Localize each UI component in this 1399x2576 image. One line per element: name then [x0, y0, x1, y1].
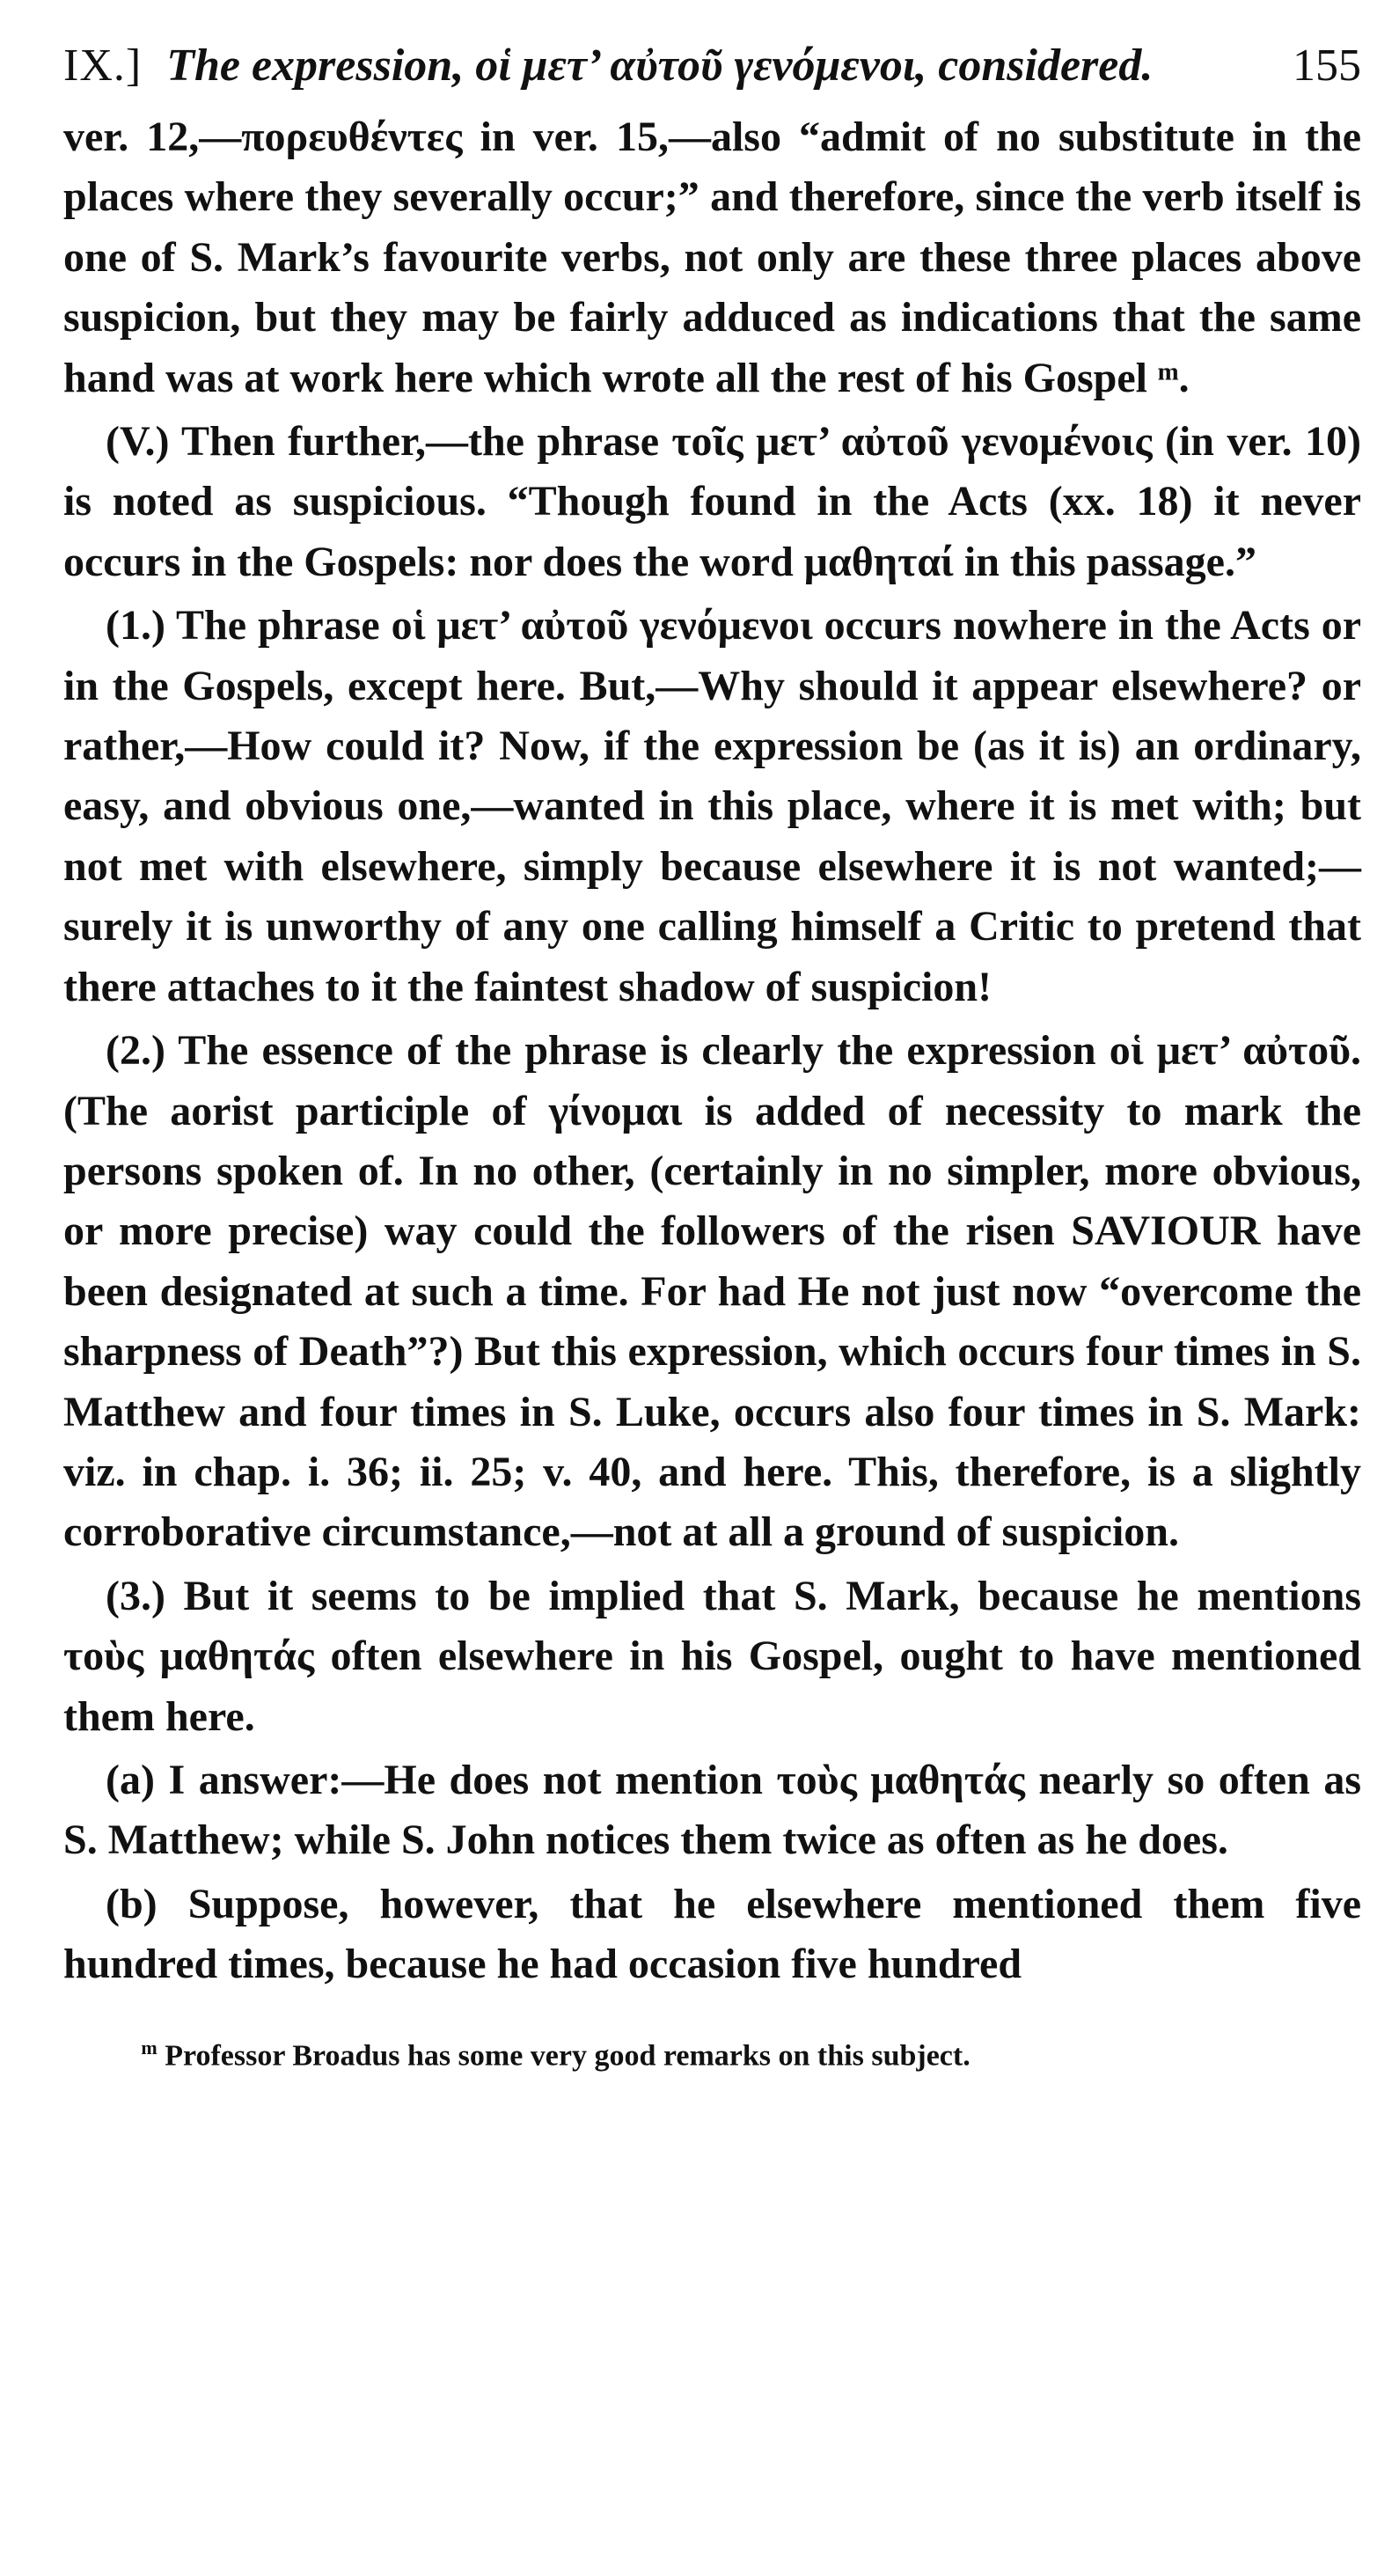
- footnote-text: Professor Broadus has some very good remarks on this subject.: [165, 2038, 971, 2072]
- paragraph-continuation: ver. 12,—πορευθέντες in ver. 15,—also “admit of no substitute in the places where they severally occur;” and therefore, since the verb itself is one of S. Mark’s favourite verbs, not only are these three places above suspicion, but they may be fairly adduced as indications that the same hand was at work here which wrote all the rest of his Gospel ᵐ.: [63, 114, 1361, 401]
- footnote: [63, 2027, 1361, 2077]
- page-number: 155: [1293, 40, 1361, 91]
- paragraph-point-2: (2.) The essence of the phrase is clearly the expression οἱ μετ’ αὐτοῦ. (The aorist participle of γίνομαι is added of necessity to mark the persons spoken of. In no other, (certainly in no simpler, more obvious, or more precise) way could the followers of the risen SAVIOUR have been designated at such a time. For had He not just now “overcome the sharpness of Death”?) But this expression, which occurs four times in S. Matthew and four times in S. Luke, occurs also four times in S. Mark: viz. in chap. i. 36; ii. 25; v. 40, and here. This, therefore, is a slightly corroborative circumstance,—not at all a ground of suspicion.: [63, 1027, 1361, 1556]
- body-text: [63, 107, 1361, 1995]
- running-header: [63, 35, 1361, 107]
- paragraph-point-b: (b) Suppose, however, that he elsewhere mentioned them five hundred times, because he had occasion five hundred: [63, 1880, 1361, 1988]
- running-title: The expression, οἱ μετ’ αὐτοῦ γενόμενοι, considered.: [166, 40, 1154, 91]
- paragraph-point-a: (a) I answer:—He does not mention τοὺς μαθητάς nearly so often as S. Matthew; while S. John notices them twice as often as he does.: [63, 1756, 1361, 1864]
- chapter-marker: IX.]: [63, 40, 143, 91]
- footnote-marker: m: [141, 2036, 157, 2059]
- paragraph-point-1: (1.) The phrase οἱ μετ’ αὐτοῦ γενόμενοι occurs nowhere in the Acts or in the Gospels, except here. But,—Why should it appear elsewhere? or rather,—How could it? Now, if the expression be (as it is) an ordinary, easy, and obvious one,—wanted in this place, where it is met with; but not met with elsewhere, simply because elsewhere it is not wanted;—surely it is unworthy of any one calling himself a Critic to pretend that there attaches to it the faintest shadow of suspicion!: [63, 602, 1361, 1010]
- paragraph-section-v: (V.) Then further,—the phrase τοῖς μετ’ αὐτοῦ γενομένοις (in ver. 10) is noted as suspicious. “Though found in the Acts (xx. 18) it never occurs in the Gospels: nor does the word μαθηταί in this passage.”: [63, 418, 1361, 585]
- paragraph-point-3: (3.) But it seems to be implied that S. Mark, because he mentions τοὺς μαθητάς often elsewhere in his Gospel, ought to have mentioned them here.: [63, 1572, 1361, 1740]
- book-page: [63, 35, 1361, 2077]
